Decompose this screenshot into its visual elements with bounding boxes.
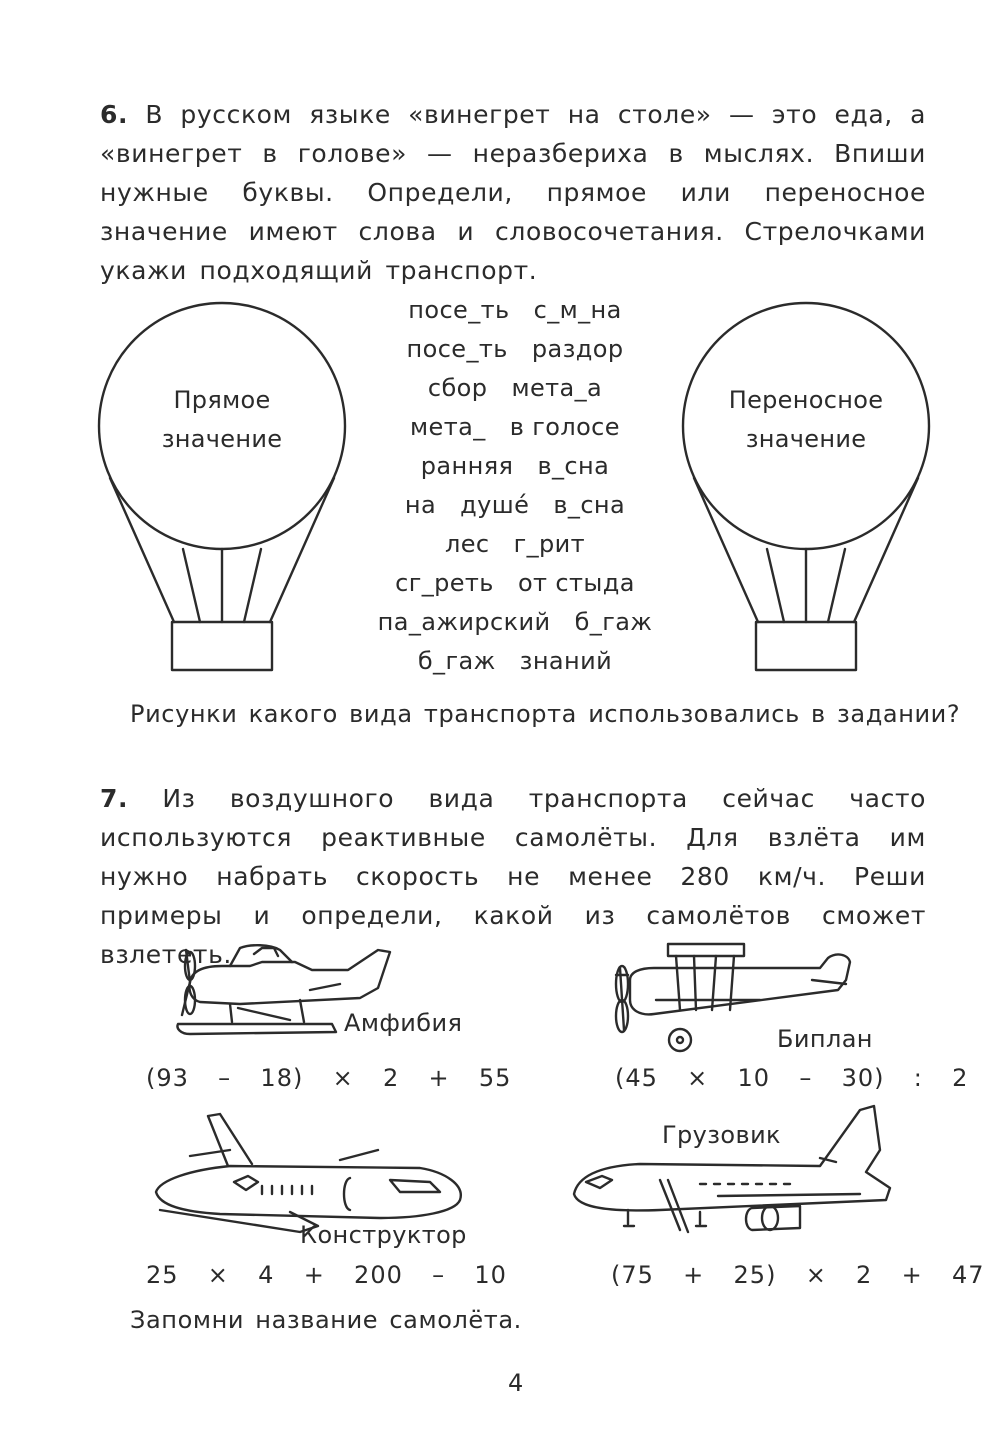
word-row: ранняя в_сна [420,452,610,480]
word-row: б_гаж знаний [417,647,613,675]
word-row: сбор мета_а [427,374,603,402]
cargo-label: Грузовик [662,1121,781,1149]
task7-number: 7. [100,784,129,813]
task7-text: Из воздушного вида транспорта сейчас часто используются реактивные самолёты. Для взлёта им нужно набрать скорость не менее 280 км/ч. Реши примеры и определи, какой из самолётов сможет взлететь. [100,784,926,969]
word-row: на душе́ в_сна [404,491,626,519]
word-row: па_ажирский б_гаж [377,608,653,636]
constructor-plane-icon [156,1114,461,1232]
task6-number: 6. [100,100,129,129]
word-row: сг_реть от стыда [395,569,635,597]
biplane-expression: (45 × 10 – 30) : 2 [615,1064,969,1092]
right-balloon-label: Переносное значение [728,386,884,453]
task6-question: Рисунки какого вида транспорта использовались в задании? [130,700,961,728]
amphibia-expression: (93 – 18) × 2 + 55 [146,1064,512,1092]
biplane-label: Биплан [777,1025,873,1053]
constructor-expression: 25 × 4 + 200 – 10 [146,1261,507,1289]
task6-text: В русском языке «винегрет на столе» — это еда, а «винегрет в голове» — неразбериха в мыслях. Впиши нужные буквы. Определи, прямое или переносное значение имеют слова и словосочетания. Стрелочками укажи подходящий транспорт. [100,100,927,285]
word-row: посе_ть с_м_на [408,296,622,324]
word-row: посе_ть раздор [406,335,624,363]
amphibia-label: Амфибия [344,1009,463,1037]
left-balloon-label: Прямое значение [161,386,283,453]
constructor-label: Конструктор [300,1221,467,1249]
cargo-expression: (75 + 25) × 2 + 47 [611,1261,985,1289]
word-row: мета_ в голосе [410,413,620,441]
page-number: 4 [508,1369,524,1397]
word-row: лес г_рит [444,530,585,558]
task7-footer: Запомни название самолёта. [130,1306,522,1334]
